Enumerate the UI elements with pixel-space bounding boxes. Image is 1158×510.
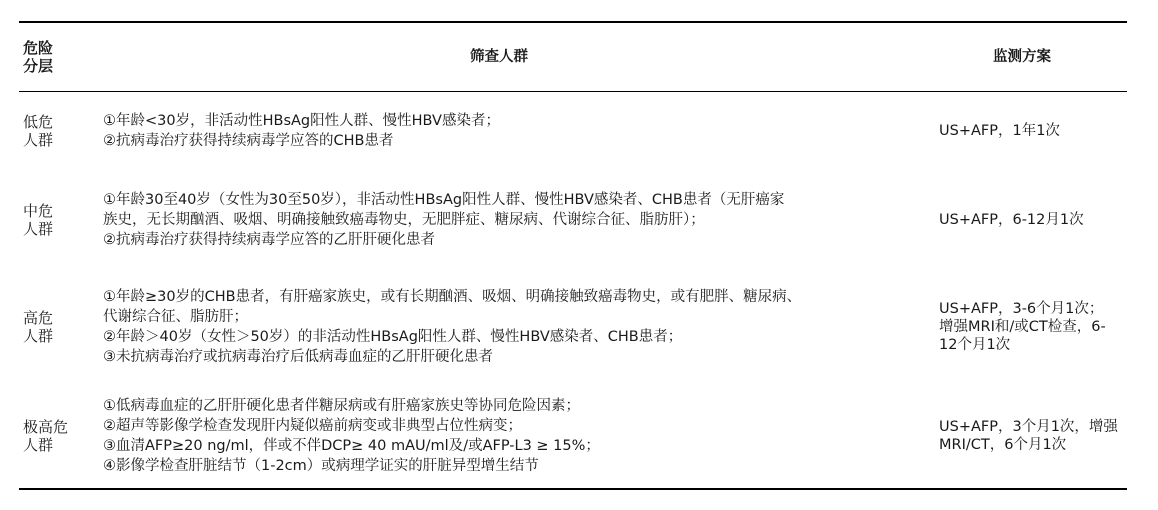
plan-cell xyxy=(917,122,1127,140)
population-cell xyxy=(81,396,917,476)
population-line: ①低病毒血症的乙肝肝硬化患者伴糖尿病或有肝癌家族史等协同危险因素； xyxy=(103,398,580,414)
risk-label: 中危 人群 xyxy=(23,202,54,238)
population-line: ③血清AFP≥20 ng/ml，伴或不伴DCP≥ 40 mAU/ml及/或AFP-L3 ≥ 15%； xyxy=(103,438,600,454)
plan-text: US+AFP，3-6个月1次； 增强MRI和/或CT检查，6- 12个月1次 xyxy=(939,301,1106,353)
table-row-medium-risk xyxy=(19,170,1127,270)
risk-label: 高危 人群 xyxy=(23,309,54,345)
table-header-row xyxy=(19,23,1127,91)
table-row-high-risk xyxy=(19,270,1127,384)
table-bottom-rule xyxy=(19,488,1127,490)
population-line: ④影像学检查肝脏结节（1-2cm）或病理学证实的肝脏异型增生结节 xyxy=(103,458,539,474)
population-cell xyxy=(81,111,917,151)
population-line: ①年龄≥30岁的CHB患者，有肝癌家族史，或有长期酗酒、吸烟、明确接触致癌毒物史，或有肥胖、糖尿病、 xyxy=(103,289,802,305)
plan-cell xyxy=(917,211,1127,229)
population-line: ②年龄＞40岁（女性＞50岁）的非活动性HBsAg阳性人群、慢性HBV感染者、CHB患者； xyxy=(103,329,683,345)
header-risk-level-label: 危险 分层 xyxy=(23,39,54,75)
plan-text: US+AFP，6-12月1次 xyxy=(939,212,1084,228)
header-monitoring-plan: 监测方案 xyxy=(993,49,1051,65)
screening-table xyxy=(19,21,1127,490)
header-risk-level xyxy=(19,39,81,75)
table-row-very-high-risk xyxy=(19,384,1127,488)
plan-cell xyxy=(917,300,1127,354)
plan-text: US+AFP，3个月1次，增强 MRI/CT，6个月1次 xyxy=(939,419,1118,453)
risk-label: 极高危 人群 xyxy=(23,418,69,454)
population-line: ①年龄30至40岁（女性为30至50岁），非活动性HBsAg阳性人群、慢性HBV感染者、CHB患者（无肝癌家 xyxy=(103,192,785,208)
risk-cell xyxy=(19,309,81,345)
risk-cell xyxy=(19,113,81,149)
population-line: ②抗病毒治疗获得持续病毒学应答的CHB患者 xyxy=(103,133,394,149)
population-line: 族史，无长期酗酒、吸烟、明确接触致癌毒物史，无肥胖症、糖尿病、代谢综合征、脂肪肝）； xyxy=(103,212,705,228)
header-screening-population: 筛查人群 xyxy=(470,49,528,65)
population-cell xyxy=(81,287,917,367)
plan-text: US+AFP，1年1次 xyxy=(939,123,1060,139)
plan-cell xyxy=(917,418,1127,454)
population-line: ③未抗病毒治疗或抗病毒治疗后低病毒血症的乙肝肝硬化患者 xyxy=(103,349,493,365)
population-line: ②超声等影像学检查发现肝内疑似癌前病变或非典型占位性病变； xyxy=(103,418,522,434)
risk-cell xyxy=(19,202,81,238)
population-line: 代谢综合征、脂肪肝； xyxy=(103,309,248,325)
risk-cell xyxy=(19,418,81,454)
table-row-low-risk xyxy=(19,92,1127,170)
population-line: ②抗病毒治疗获得持续病毒学应答的乙肝肝硬化患者 xyxy=(103,232,435,248)
risk-label: 低危 人群 xyxy=(23,113,54,149)
population-cell xyxy=(81,190,917,250)
population-line: ①年龄<30岁，非活动性HBsAg阳性人群、慢性HBV感染者； xyxy=(103,113,500,129)
